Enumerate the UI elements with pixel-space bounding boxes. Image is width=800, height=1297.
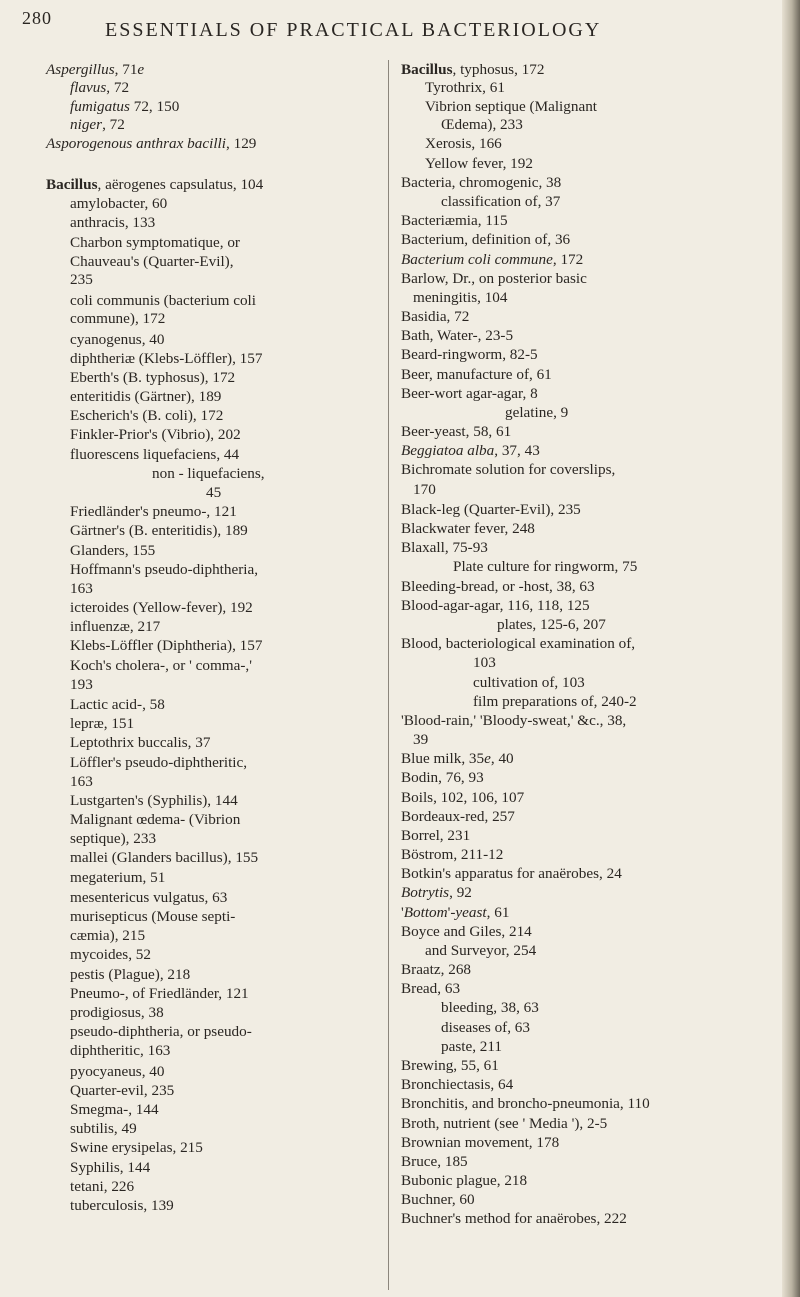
index-entry: Beer-wort agar-agar, 8 xyxy=(401,385,538,402)
index-entry: Bronchiectasis, 64 xyxy=(401,1076,514,1093)
index-entry: Vibrion septique (Malignant xyxy=(425,98,598,115)
index-entry: diseases of, 63 xyxy=(441,1019,530,1036)
index-entry: Bacterium coli commune, 172 xyxy=(401,251,584,268)
index-entry: Borrel, 231 xyxy=(401,827,471,844)
index-entry: pseudo-diphtheria, or pseudo- xyxy=(70,1023,252,1040)
index-entry: Bacillus, aërogenes capsulatus, 104 xyxy=(46,176,264,193)
index-entry: Black-leg (Quarter-Evil), 235 xyxy=(401,501,581,518)
index-entry: Bacillus, typhosus, 172 xyxy=(401,61,545,78)
index-entry: niger, 72 xyxy=(70,116,125,133)
index-entry: murisepticus (Mouse septi- xyxy=(70,908,236,925)
index-entry: flavus, 72 xyxy=(70,79,130,96)
index-entry: Koch's cholera-, or ' comma-,' xyxy=(70,657,252,674)
index-entry: Bleeding-bread, or -host, 38, 63 xyxy=(401,578,595,595)
index-entry: subtilis, 49 xyxy=(70,1120,137,1137)
index-entry: Blaxall, 75-93 xyxy=(401,539,488,556)
index-entry: Beer-yeast, 58, 61 xyxy=(401,423,512,440)
index-entry: Beer, manufacture of, 61 xyxy=(401,366,552,383)
index-entry: Œdema), 233 xyxy=(441,116,523,133)
index-entry: 39 xyxy=(413,731,429,748)
index-entry: Syphilis, 144 xyxy=(70,1159,151,1176)
index-entry: Pneumo-, of Friedländer, 121 xyxy=(70,985,249,1002)
index-entry: Friedländer's pneumo-, 121 xyxy=(70,503,237,520)
index-entry: lepræ, 151 xyxy=(70,715,135,732)
index-entry: Bodin, 76, 93 xyxy=(401,769,484,786)
index-entry: Klebs-Löffler (Diphtheria), 157 xyxy=(70,637,263,654)
index-entry: Boyce and Giles, 214 xyxy=(401,923,532,940)
page-header xyxy=(22,6,762,46)
index-entry: Xerosis, 166 xyxy=(425,135,502,152)
index-entry: diphtheriæ (Klebs-Löffler), 157 xyxy=(70,350,263,367)
index-entry: Bruce, 185 xyxy=(401,1153,468,1170)
index-entry: 163 xyxy=(70,580,93,597)
index-entry: anthracis, 133 xyxy=(70,214,156,231)
index-entry: pyocyaneus, 40 xyxy=(70,1063,165,1080)
index-entry: mesentericus vulgatus, 63 xyxy=(70,889,228,906)
index-entry: Plate culture for ringworm, 75 xyxy=(453,558,638,575)
index-entry: Bichromate solution for coverslips, xyxy=(401,461,616,478)
index-entry: Botrytis, 92 xyxy=(401,884,472,901)
index-entry: Braatz, 268 xyxy=(401,961,472,978)
index-entry: megaterium, 51 xyxy=(70,869,166,886)
index-entry: 193 xyxy=(70,676,93,693)
index-entry: fumigatus 72, 150 xyxy=(70,98,180,115)
index-entry: Asporogenous anthrax bacilli, 129 xyxy=(46,135,257,152)
index-entry: Tyrothrix, 61 xyxy=(425,79,505,96)
index-entry: Swine erysipelas, 215 xyxy=(70,1139,203,1156)
index-entry: Brewing, 55, 61 xyxy=(401,1057,499,1074)
index-entry: Aspergillus, 71e xyxy=(46,61,145,78)
index-entry: Blood-agar-agar, 116, 118, 125 xyxy=(401,597,590,614)
index-entry: 235 xyxy=(70,271,93,288)
index-entry: Löffler's pseudo-diphtheritic, xyxy=(70,754,248,771)
page-number: 280 xyxy=(22,8,52,28)
index-entry: Smegma-, 144 xyxy=(70,1101,159,1118)
index-entry: 170 xyxy=(413,481,436,498)
index-entry: Blood, bacteriological examination of, xyxy=(401,635,636,652)
index-entry: Lactic acid-, 58 xyxy=(70,696,165,713)
running-title: ESSENTIALS OF PRACTICAL BACTERIOLOGY xyxy=(105,19,602,41)
index-entry: 45 xyxy=(206,484,222,501)
index-entry: commune), 172 xyxy=(70,310,166,327)
index-entry: paste, 211 xyxy=(441,1038,503,1055)
index-entry: Charbon symptomatique, or xyxy=(70,234,240,251)
index-entry: Yellow fever, 192 xyxy=(425,155,533,172)
index-entry: diphtheritic, 163 xyxy=(70,1042,171,1059)
index-entry: 163 xyxy=(70,773,93,790)
index-entry: mycoides, 52 xyxy=(70,946,151,963)
index-entry: Boils, 102, 106, 107 xyxy=(401,789,525,806)
index-entry: cæmia), 215 xyxy=(70,927,146,944)
index-entry: Gärtner's (B. enteritidis), 189 xyxy=(70,522,248,539)
index-entry: Bacteria, chromogenic, 38 xyxy=(401,174,562,191)
index-entry: Bacteriæmia, 115 xyxy=(401,212,508,229)
index-entry: Botkin's apparatus for anaërobes, 24 xyxy=(401,865,622,882)
index-entry: Buchner, 60 xyxy=(401,1191,475,1208)
index-entry: cultivation of, 103 xyxy=(473,674,585,691)
index-entry: Beggiatoa alba, 37, 43 xyxy=(401,442,540,459)
index-entry: influenzæ, 217 xyxy=(70,618,161,635)
index-entry: Bread, 63 xyxy=(401,980,461,997)
index-entry: Böstrom, 211-12 xyxy=(401,846,504,863)
index-entry: Hoffmann's pseudo-diphtheria, xyxy=(70,561,259,578)
index-entry: Malignant œdema- (Vibrion xyxy=(70,811,241,828)
index-entry: Finkler-Prior's (Vibrio), 202 xyxy=(70,426,241,443)
index-entry: Lustgarten's (Syphilis), 144 xyxy=(70,792,238,809)
index-entry: tetani, 226 xyxy=(70,1178,135,1195)
index-entry: Escherich's (B. coli), 172 xyxy=(70,407,224,424)
column-divider xyxy=(388,60,389,1290)
index-entry: Bronchitis, and broncho-pneumonia, 110 xyxy=(401,1095,650,1112)
index-entry: prodigiosus, 38 xyxy=(70,1004,164,1021)
index-entry: meningitis, 104 xyxy=(413,289,508,306)
index-entry: Bacterium, definition of, 36 xyxy=(401,231,571,248)
index-entry: Glanders, 155 xyxy=(70,542,156,559)
index-entry: Quarter-evil, 235 xyxy=(70,1082,175,1099)
index-entry: amylobacter, 60 xyxy=(70,195,168,212)
index-entry: 'Bottom'-yeast, 61 xyxy=(401,904,510,921)
page-edge-shadow xyxy=(782,0,800,1297)
index-entry: Brownian movement, 178 xyxy=(401,1134,560,1151)
index-entry: and Surveyor, 254 xyxy=(425,942,537,959)
index-entry: pestis (Plague), 218 xyxy=(70,966,191,983)
index-entry: icteroides (Yellow-fever), 192 xyxy=(70,599,253,616)
index-entry: 'Blood-rain,' 'Bloody-sweat,' &c., 38, xyxy=(401,712,627,729)
index-entry: Blackwater fever, 248 xyxy=(401,520,535,537)
index-entry: tuberculosis, 139 xyxy=(70,1197,174,1214)
index-entry: 103 xyxy=(473,654,496,671)
index-entry: Chauveau's (Quarter-Evil), xyxy=(70,253,234,270)
index-entry: bleeding, 38, 63 xyxy=(441,999,539,1016)
index-entry: coli communis (bacterium coli xyxy=(70,292,256,309)
index-entry: classification of, 37 xyxy=(441,193,561,210)
index-entry: non - liquefaciens, xyxy=(152,465,265,482)
index-entry: Bath, Water-, 23-5 xyxy=(401,327,514,344)
index-entry: Broth, nutrient (see ' Media '), 2-5 xyxy=(401,1115,608,1132)
index-entry: enteritidis (Gärtner), 189 xyxy=(70,388,222,405)
index-entry: Buchner's method for anaërobes, 222 xyxy=(401,1210,627,1227)
index-entry: mallei (Glanders bacillus), 155 xyxy=(70,849,259,866)
index-entry: fluorescens liquefaciens, 44 xyxy=(70,446,240,463)
index-entry: Bordeaux-red, 257 xyxy=(401,808,515,825)
index-entry: plates, 125-6, 207 xyxy=(497,616,606,633)
index-entry: Eberth's (B. typhosus), 172 xyxy=(70,369,236,386)
index-entry: Basidia, 72 xyxy=(401,308,470,325)
index-entry: gelatine, 9 xyxy=(505,404,569,421)
index-entry: Beard-ringworm, 82-5 xyxy=(401,346,538,363)
index-entry: Blue milk, 35e, 40 xyxy=(401,750,514,767)
index-entry: film preparations of, 240-2 xyxy=(473,693,637,710)
index-entry: Bubonic plague, 218 xyxy=(401,1172,528,1189)
index-entry: cyanogenus, 40 xyxy=(70,331,165,348)
index-entry: septique), 233 xyxy=(70,830,157,847)
index-entry: Leptothrix buccalis, 37 xyxy=(70,734,211,751)
index-entry: Barlow, Dr., on posterior basic xyxy=(401,270,587,287)
